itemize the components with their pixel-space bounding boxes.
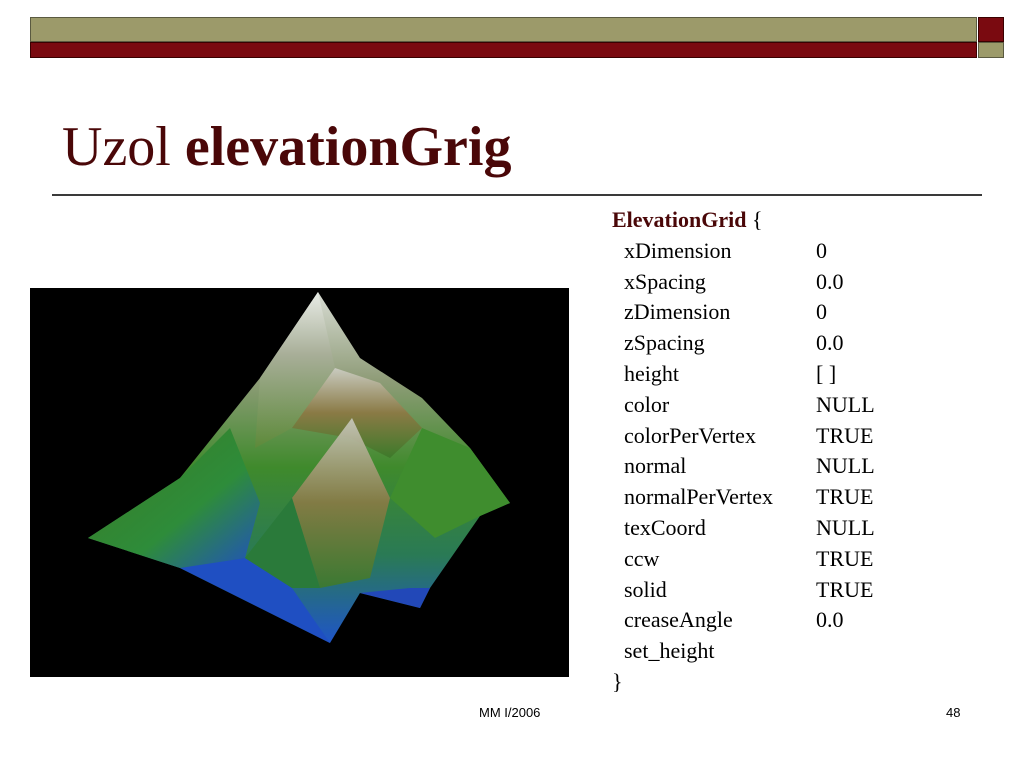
elevation-grid-code bbox=[612, 205, 875, 698]
field-row bbox=[612, 267, 844, 298]
field-value: TRUE bbox=[816, 422, 874, 448]
field-value: TRUE bbox=[816, 576, 874, 602]
field-name: color bbox=[624, 391, 670, 417]
footer-course-label: MM I/2006 bbox=[479, 705, 541, 720]
field-value: NULL bbox=[816, 391, 875, 417]
field-row bbox=[612, 236, 827, 267]
field-value: 0 bbox=[816, 299, 827, 325]
header-corner-square-olive bbox=[978, 42, 1004, 58]
slide-title bbox=[62, 112, 511, 182]
field-value: 0.0 bbox=[816, 330, 844, 356]
node-type-name: ElevationGrid bbox=[612, 207, 747, 232]
field-row bbox=[612, 451, 875, 482]
field-name: xDimension bbox=[624, 237, 732, 263]
field-value: 0.0 bbox=[816, 607, 844, 633]
field-row bbox=[612, 359, 837, 390]
header-band-red bbox=[30, 42, 977, 58]
field-row bbox=[612, 605, 844, 636]
field-value: TRUE bbox=[816, 545, 874, 571]
field-name: set_height bbox=[624, 638, 715, 664]
field-row bbox=[612, 328, 844, 359]
field-name: zDimension bbox=[624, 299, 731, 325]
terrain-illustration bbox=[30, 288, 569, 677]
field-value: NULL bbox=[816, 453, 875, 479]
field-name: zSpacing bbox=[624, 330, 705, 356]
field-row bbox=[612, 482, 874, 513]
field-value: [ ] bbox=[816, 360, 837, 386]
open-brace: { bbox=[746, 207, 763, 232]
field-name: texCoord bbox=[624, 514, 706, 540]
field-row bbox=[612, 636, 763, 667]
field-value: 0 bbox=[816, 237, 827, 263]
field-row bbox=[612, 513, 875, 544]
field-name: colorPerVertex bbox=[624, 422, 756, 448]
field-value: NULL bbox=[816, 514, 875, 540]
field-value: 0.0 bbox=[816, 268, 844, 294]
field-row bbox=[612, 421, 874, 452]
field-value: TRUE bbox=[816, 484, 874, 510]
field-row bbox=[612, 575, 874, 606]
field-row bbox=[612, 544, 874, 575]
field-name: height bbox=[624, 360, 679, 386]
field-name: creaseAngle bbox=[624, 607, 733, 633]
slide-title-normal: Uzol bbox=[62, 116, 185, 178]
field-name: solid bbox=[624, 576, 667, 602]
field-row bbox=[612, 390, 875, 421]
header-band-olive bbox=[30, 17, 977, 42]
title-divider bbox=[52, 194, 982, 196]
field-name: normalPerVertex bbox=[624, 484, 774, 510]
close-brace: } bbox=[612, 668, 623, 694]
slide-title-bold: elevationGrig bbox=[184, 116, 512, 178]
field-name: normal bbox=[624, 453, 687, 479]
code-header-line bbox=[612, 205, 763, 236]
footer-page-number: 48 bbox=[946, 705, 961, 720]
field-name: xSpacing bbox=[624, 268, 706, 294]
elevation-grid-rendering-image bbox=[30, 288, 569, 677]
field-row bbox=[612, 297, 827, 328]
field-name: ccw bbox=[624, 545, 660, 571]
header-corner-square-red bbox=[978, 17, 1004, 42]
